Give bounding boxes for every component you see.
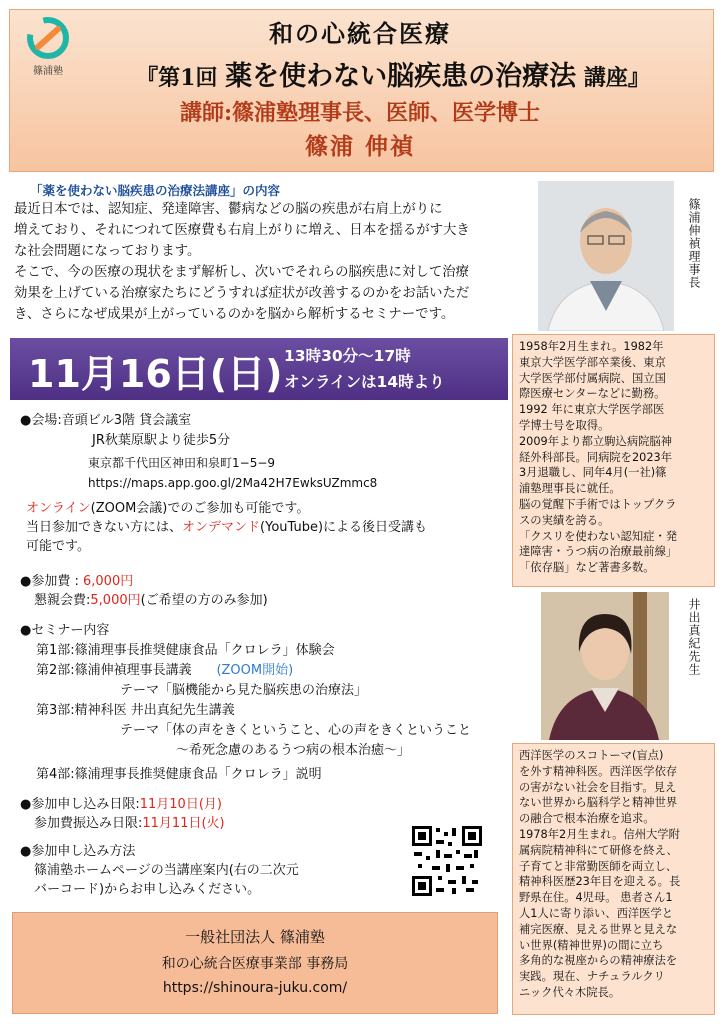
intro-line: な社会問題になっております。 [14, 244, 201, 259]
profile-line: 大学医学部付属病院、国立国 [519, 371, 666, 385]
pay-label: 参加費振込み日限: [34, 816, 143, 831]
intro-subtitle: 「薬を使わない脳疾患の治療法講座」の内容 [30, 183, 281, 198]
profile-line: 3月退職し、同年4月(一社)篠 [519, 466, 667, 480]
profile-line: 1978年2月生まれ。信州大学附 [519, 827, 680, 841]
profile-line: 多角的な視座からの精神療法を [519, 954, 678, 968]
party-value: 5,000円 [90, 593, 141, 608]
zoom-start: (ZOOM開始) [216, 663, 294, 678]
program-part2-theme: テーマ「脳機能から見た脳疾患の治療法」 [120, 683, 368, 698]
venue-label: ●会場:音頭ビル3階 貸会議室 [20, 413, 192, 428]
course-suffix: 講座』 [583, 65, 650, 91]
speaker2-profile [512, 743, 715, 1015]
online-note-text: (YouTube)による後日受講も [260, 520, 428, 535]
intro-line: 増えており、それにつれて医療費も右肩上がりに増え、日本を揺るがす大き [14, 223, 470, 238]
program-part3-theme: テーマ「体の声をきくということ、心の声をきくということ [120, 723, 472, 738]
fee-value: 6,000円 [83, 574, 134, 589]
footer-org: 一般社団法人 篠浦塾 [185, 928, 325, 946]
speaker2-photo [541, 592, 669, 740]
online-note-line3: 可能です。 [26, 539, 90, 554]
pay-deadline [34, 815, 225, 833]
venue-access: JR秋葉原駅より徒歩5分 [92, 433, 231, 448]
program-part4: 第4部:篠浦理事長推奨健康食品「クロレラ」説明 [36, 767, 322, 782]
online-note-line2 [26, 519, 427, 537]
map-link[interactable]: https://maps.app.goo.gl/2Ma42H7EwksUZmmc8 [88, 476, 378, 490]
profile-line: を外す精神科医。西洋医学依存 [519, 764, 678, 778]
profile-line: 学博士号を取得。 [519, 418, 610, 432]
online-note-text: (ZOOM会議)でのご参加も可能です。 [90, 501, 310, 516]
intro-line: 効果を上げている治療家たちにどうすれば症状が改善するのかをお話いただ [14, 286, 470, 301]
profile-line: 西洋医学のスコトーマ(盲点) [519, 749, 664, 762]
fee-label: ●参加費 : [20, 574, 79, 589]
online-note-line1 [26, 500, 309, 518]
ondemand-word: オンデマンド [182, 520, 261, 535]
apply-deadline [20, 796, 222, 814]
profile-line: 経外科部長。同病院を2023年 [519, 450, 673, 464]
course-main: 薬を使わない脳疾患の治療法 [225, 61, 577, 92]
intro-line: そこで、今の医療の現状をまず解析し、次いでそれらの脳疾患に対して治療 [14, 265, 470, 280]
profile-line: 脳の覚醒下手術ではトップクラ [519, 497, 677, 511]
course-prefix: 『第1回 [136, 65, 218, 91]
profile-line: 1958年2月生まれ。1982年 [519, 340, 664, 353]
party-note: (ご希望の方のみ参加) [140, 593, 268, 608]
qr-code[interactable] [412, 826, 482, 896]
online-time: オンラインは14時より [284, 373, 445, 391]
profile-line: 東京大学医学部卒業後、東京 [519, 355, 666, 369]
program-part1: 第1部:篠浦理事長推奨健康食品「クロレラ」体験会 [36, 643, 335, 658]
profile-line: 「クスリを使わない認知症・発 [519, 529, 678, 543]
method-line1: 篠浦塾ホームページの当講座案内(右の二次元 [34, 863, 299, 878]
lecturer-name: 篠浦 伸禎 [304, 133, 415, 160]
profile-line: 「依存脳」など著書多数。 [519, 561, 655, 575]
event-date: 11月16日(日) [28, 352, 283, 396]
page-title: 和の心統合医療 [269, 19, 451, 48]
program-part2 [36, 662, 293, 680]
intro-line: き、さらになぜ成果が上がっているのかを脳から解析するセミナーです。 [14, 307, 455, 322]
venue-address: 東京都千代田区神田和泉町1−5−9 [88, 456, 276, 470]
profile-line: 1992 年に東京大学医学部医 [519, 403, 665, 417]
online-note-text: 当日参加できない方には、 [26, 520, 183, 535]
speaker2-vertical-name: 井出真紀先生 [687, 598, 701, 676]
profile-line: 人1人に寄り添い、西洋医学と [519, 906, 674, 920]
speaker1-photo [538, 181, 674, 331]
fee-line [20, 573, 133, 591]
logo-icon [22, 17, 74, 59]
lecturer-role: 講師:篠浦塾理事長、医師、医学博士 [179, 100, 541, 126]
profile-line: ない世界から脳科学と精神世界 [519, 796, 678, 810]
speaker1-profile [512, 334, 715, 587]
profile-line: 浦塾理事長に就任。 [519, 482, 621, 496]
program-label: ●セミナー内容 [20, 623, 110, 638]
apply-date: 11月10日(月) [139, 797, 222, 812]
profile-line: 属病院精神科にて研修を終え、 [519, 843, 678, 857]
profile-line: の害がない社会を目指す。見え [519, 780, 677, 794]
profile-line: 達障害・うつ病の治療最前線」 [519, 545, 678, 559]
course-title [78, 54, 708, 93]
apply-label: ●参加申し込み日限: [20, 797, 140, 812]
online-word: オンライン [26, 501, 91, 516]
profile-line: い世界(精神世界)の間に立ち [519, 938, 664, 952]
profile-line: 際医療センターなどに勤務。 [519, 387, 666, 401]
profile-line: 補完医療、見える世界と見えな [519, 922, 678, 936]
profile-line: 実践。現在、ナチュラルクリ [519, 970, 665, 984]
profile-line: の融合で根本治療を追求。 [519, 812, 655, 826]
method-line2: バーコード)からお申し込みください。 [34, 882, 261, 897]
profile-line: 子育てと非常勤医師を両立し、 [519, 859, 678, 873]
intro-line: 最近日本では、認知症、発達障害、鬱病などの脳の疾患が右肩上がりに [14, 202, 443, 217]
part2-text: 第2部:篠浦伸禎理事長講義 [36, 663, 192, 678]
party-label: 懇親会費: [34, 593, 91, 608]
footer-dept: 和の心統合医療事業部 事務局 [161, 956, 349, 972]
intro-text [14, 199, 524, 325]
party-line [34, 592, 268, 610]
event-time: 13時30分〜17時 [284, 347, 411, 365]
footer-url[interactable]: https://shinoura-juku.com/ [162, 980, 348, 996]
logo-text: 篠浦塾 [33, 66, 63, 77]
speaker1-vertical-name: 篠浦伸禎理事長 [687, 198, 701, 289]
profile-line: スの実績を誇る。 [519, 513, 610, 527]
profile-line: 野県在住。4児母。 患者さん1 [519, 891, 673, 905]
profile-line: ニック代々木院長。 [519, 985, 621, 999]
pay-date: 11月11日(火) [142, 816, 225, 831]
program-part3: 第3部:精神科医 井出真紀先生講義 [36, 703, 235, 718]
method-label: ●参加申し込み方法 [20, 844, 136, 859]
profile-line: 2009年より都立駒込病院脳神 [519, 434, 673, 448]
profile-line: 精神科医歴23年目を迎える。長 [519, 875, 681, 889]
program-part3-theme2: 〜希死念慮のあるうつ病の根本治癒〜」 [176, 743, 411, 758]
